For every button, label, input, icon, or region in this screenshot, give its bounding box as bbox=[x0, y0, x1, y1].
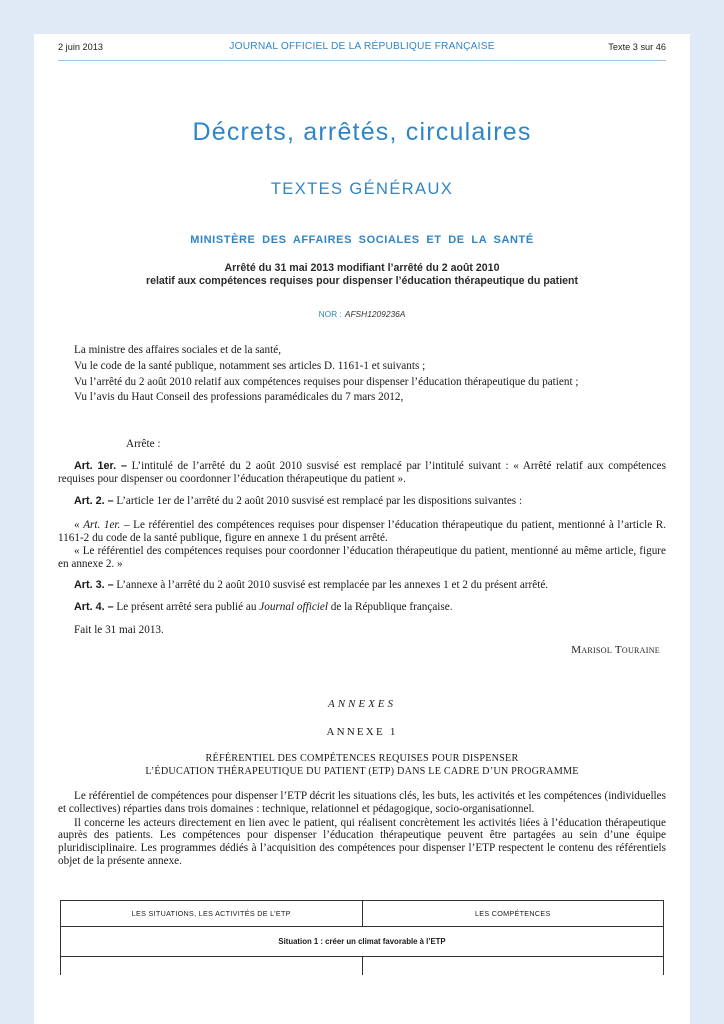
section-title: Décrets, arrêtés, circulaires bbox=[192, 118, 532, 146]
table-cell bbox=[61, 957, 363, 975]
quoted-article-2-text: « Le référentiel des compétences requises pour coordonner l’éducation thérapeutique du patient, mentionné au même article, figure en annexe 2. » bbox=[58, 545, 666, 570]
article-1-text: L’intitulé de l’arrêté du 2 août 2010 susvisé est remplacé par l’intitulé suivant : « Arrêté relatif aux compétences requises pour dispenser ou coordonner l’éducation thérapeutique du patient ». bbox=[58, 460, 667, 485]
quote-open: « bbox=[74, 519, 84, 531]
signature: Marisol Touraine bbox=[571, 644, 660, 656]
annexes-heading: ANNEXES bbox=[327, 698, 397, 710]
article-2-text: L’article 1er de l’arrêté du 2 août 2010 susvisé est remplacé par les dispositions suivantes : bbox=[116, 495, 523, 507]
left-margin-band bbox=[0, 0, 34, 1024]
annex-intro bbox=[58, 790, 666, 868]
annexe-1-heading: ANNEXE 1 bbox=[326, 726, 398, 738]
preamble-line: Vu l’avis du Haut Conseil des professions paramédicales du 7 mars 2012, bbox=[74, 391, 404, 404]
header-divider bbox=[58, 60, 666, 61]
journal-officiel-italic: Journal officiel bbox=[259, 601, 328, 613]
annex-paragraph: Il concerne les acteurs directement en lien avec le patient, qui réalisent concrètement les activités liées à l’éducation thérapeutique auprès des patients. Les compétences pour dispenser l’éducation thérapeutique peuvent être partagées au sein d’une équipe pluridisciplinaire. Les programmes dédiés à l’acquisition des compétences pour dispenser l’ETP respectent le contenu des référentiels objet de la présente annexe. bbox=[58, 816, 666, 867]
arrete-label: Arrête : bbox=[126, 438, 161, 450]
ministry-heading: MINISTÈRE DES AFFAIRES SOCIALES ET DE LA SANTÉ bbox=[190, 234, 534, 246]
article-3-text: L’annexe à l’arrêté du 2 août 2010 susvisé est remplacée par les annexes 1 et 2 du présent arrêté. bbox=[116, 579, 549, 591]
table-header-row bbox=[61, 901, 664, 927]
running-header bbox=[58, 42, 666, 58]
referentiel-title-line-2: L’ÉDUCATION THÉRAPEUTIQUE DU PATIENT (ETP) DANS LE CADRE D’UN PROGRAMME bbox=[145, 765, 579, 777]
preamble bbox=[58, 344, 666, 404]
article-4-text-end: de la République française. bbox=[327, 601, 453, 613]
top-margin-band bbox=[0, 0, 724, 34]
article-4 bbox=[58, 601, 666, 614]
referentiel-title-line-1: RÉFÉRENTIEL DES COMPÉTENCES REQUISES POUR DISPENSER bbox=[205, 753, 519, 764]
situation-1-row: Situation 1 : créer un climat favorable à l’ETP bbox=[61, 927, 664, 957]
article-1-label: Art. 1er. – bbox=[74, 460, 127, 472]
nor-value: AFSH1209236A bbox=[344, 309, 406, 319]
header-journal-title: JOURNAL OFFICIEL DE LA RÉPUBLIQUE FRANÇAISE bbox=[229, 41, 495, 52]
document-content bbox=[58, 34, 666, 1024]
header-page-number: Texte 3 sur 46 bbox=[608, 42, 666, 52]
decree-title-line-2: relatif aux compétences requises pour dispenser l’éducation thérapeutique du patient bbox=[145, 275, 579, 287]
competences-table bbox=[60, 900, 664, 975]
header-date: 2 juin 2013 bbox=[58, 42, 103, 52]
article-2 bbox=[58, 495, 666, 508]
preamble-line: Vu l’arrêté du 2 août 2010 relatif aux compétences requises pour dispenser l’éducation thérapeutique du patient ; bbox=[74, 375, 579, 388]
article-3-label: Art. 3. – bbox=[74, 579, 114, 591]
article-3 bbox=[58, 579, 666, 592]
article-1 bbox=[58, 460, 666, 486]
article-2-quote-1 bbox=[58, 519, 666, 545]
right-margin-band bbox=[690, 0, 724, 1024]
decree-title-line-1: Arrêté du 31 mai 2013 modifiant l’arrêté du 2 août 2010 bbox=[224, 262, 500, 274]
annex-paragraph: Le référentiel de compétences pour dispenser l’ETP décrit les situations clés, les buts, les activités et les compétences (individuelles et collectives) réparties dans trois domaines : technique, relationnel et pédagogique, socio-organisationnel. bbox=[58, 790, 666, 815]
done-at-text: Fait le 31 mai 2013. bbox=[74, 624, 164, 636]
article-2-label: Art. 2. – bbox=[74, 495, 114, 507]
article-4-text: Le présent arrêté sera publié au bbox=[116, 601, 260, 613]
referentiel-title bbox=[58, 753, 666, 778]
table-cell bbox=[362, 957, 664, 975]
table-header-situations: LES SITUATIONS, LES ACTIVITÉS DE L’ETP bbox=[61, 901, 363, 927]
nor-reference bbox=[58, 309, 666, 319]
quoted-article-text: – Le référentiel des compétences requises pour dispenser l’éducation thérapeutique du patient, mentionné à l’article R. 1161-2 du code de la santé publique, figure en annexe 1 du présent arrêté. bbox=[58, 519, 667, 544]
nor-label: NOR : bbox=[318, 309, 342, 319]
done-at bbox=[58, 624, 666, 637]
table-header-competences: LES COMPÉTENCES bbox=[362, 901, 664, 927]
table-row bbox=[61, 957, 664, 975]
article-4-label: Art. 4. – bbox=[74, 601, 114, 613]
quoted-article-label: Art. 1er. bbox=[83, 519, 121, 531]
preamble-line: Vu le code de la santé publique, notamment ses articles D. 1161-1 et suivants ; bbox=[74, 359, 426, 372]
subsection-title: TEXTES GÉNÉRAUX bbox=[270, 180, 454, 198]
article-2-quote-2 bbox=[58, 545, 666, 571]
table-row bbox=[61, 927, 664, 957]
decree-title bbox=[58, 262, 666, 288]
preamble-line: La ministre des affaires sociales et de la santé, bbox=[74, 344, 281, 356]
